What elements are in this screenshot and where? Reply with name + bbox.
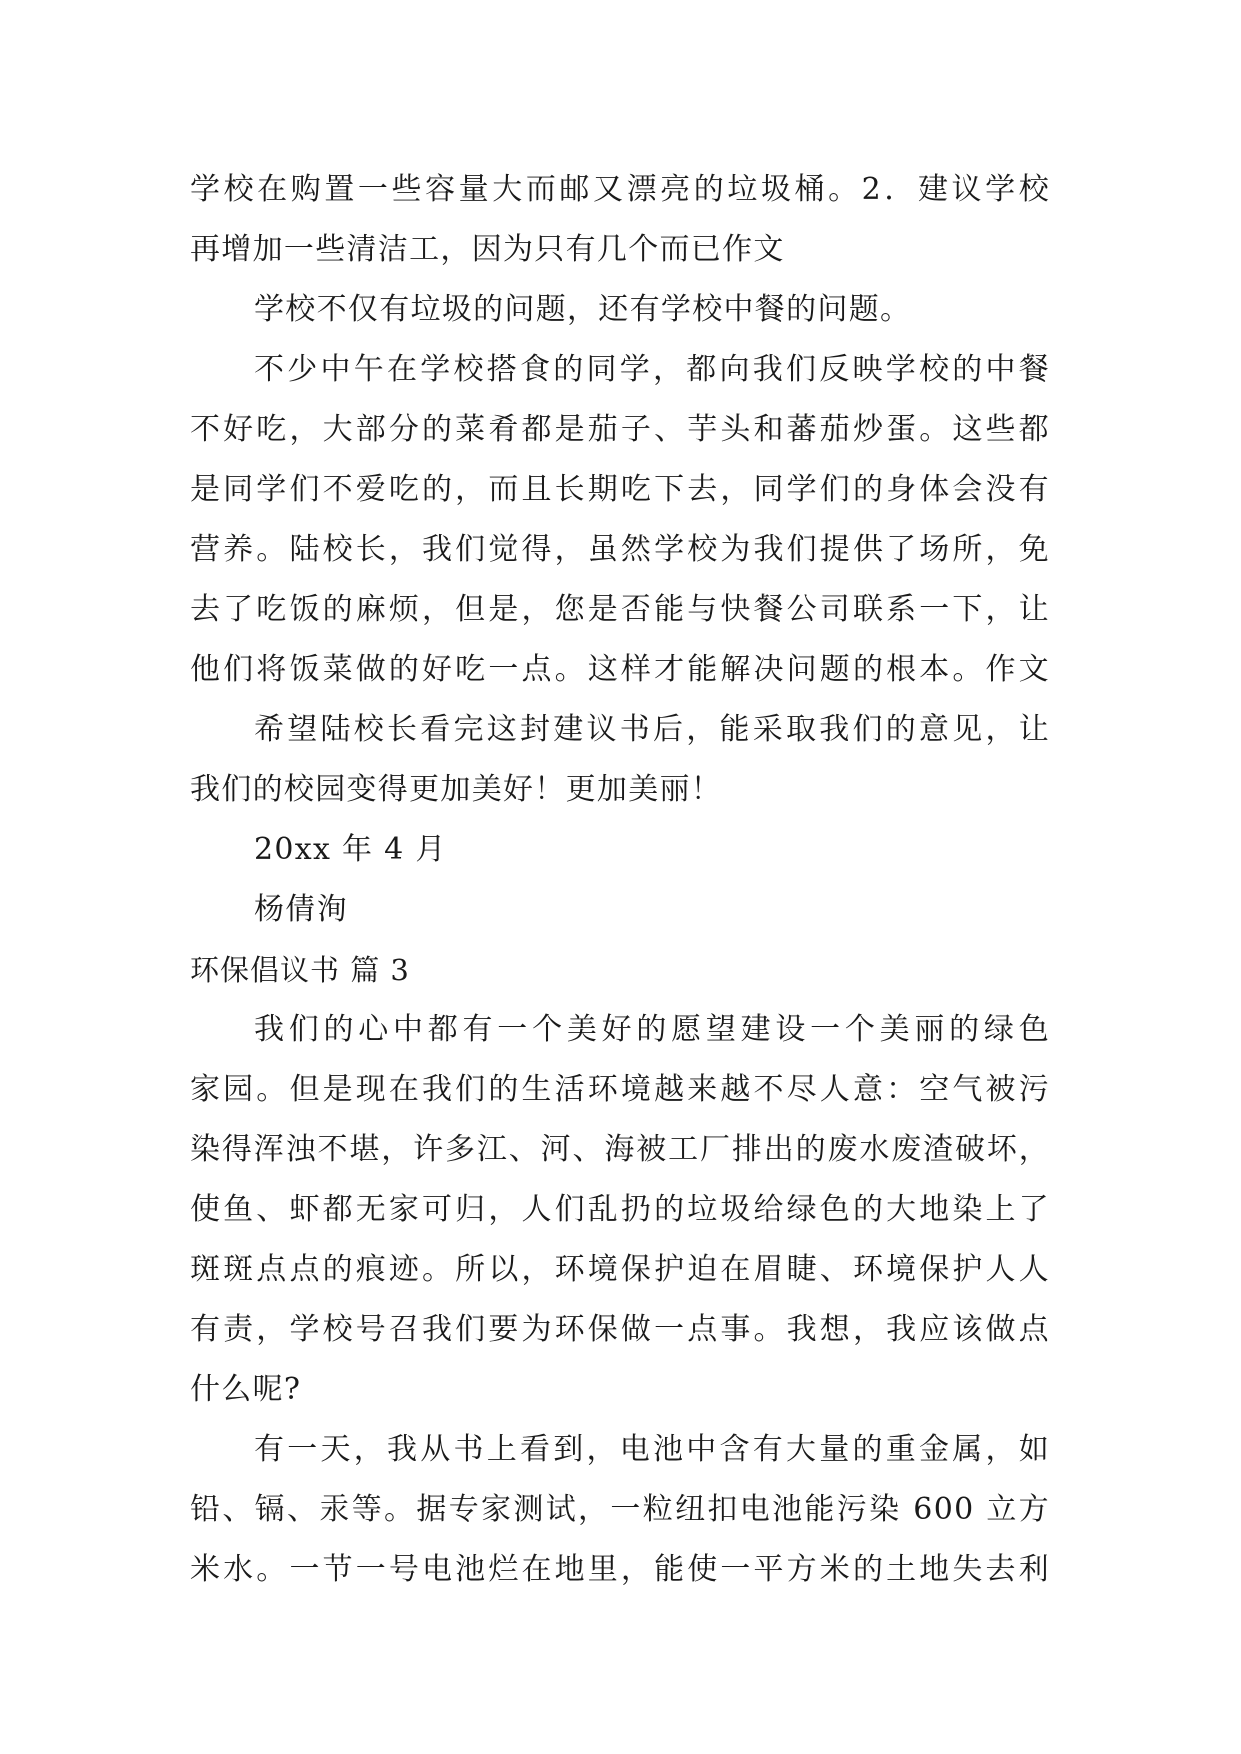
paragraph-start-line: 有一天，我从书上看到，电池中含有大量的重金属，如 [254, 1432, 1050, 1467]
text-line: 铅、镉、汞等。据专家测试，一粒纽扣电池能污染 600 立方 [190, 1492, 1050, 1527]
text-line: 是同学们不爱吃的，而且长期吃下去，同学们的身体会没有 [190, 472, 1050, 507]
text-line: 米水。一节一号电池烂在地里，能使一平方米的土地失去利 [190, 1552, 1050, 1587]
paragraph-start-line: 我们的心中都有一个美好的愿望建设一个美丽的绿色 [254, 1012, 1050, 1047]
paragraph-start-line: 希望陆校长看完这封建议书后，能采取我们的意见，让 [254, 712, 1050, 747]
text-line: 学校在购置一些容量大而邮又漂亮的垃圾桶。2．建议学校 [190, 172, 1050, 207]
text-line: 斑斑点点的痕迹。所以，环境保护迫在眉睫、环境保护人人 [190, 1252, 1050, 1287]
text-line: 使鱼、虾都无家可归，人们乱扔的垃圾给绿色的大地染上了 [190, 1192, 1050, 1227]
text-line: 染得浑浊不堪，许多江、河、海被工厂排出的废水废渣破坏， [190, 1132, 1050, 1167]
text-line: 什么呢? [190, 1372, 302, 1407]
section-heading: 环保倡议书 篇 3 [190, 953, 410, 987]
text-line: 营养。陆校长，我们觉得，虽然学校为我们提供了场所，免 [190, 532, 1050, 567]
text-line: 他们将饭菜做的好吃一点。这样才能解决问题的根本。作文 [190, 652, 1050, 687]
text-line: 我们的校园变得更加美好！更加美丽！ [190, 772, 723, 807]
signature-line: 杨倩洵 [254, 892, 348, 927]
document-page [190, 160, 1050, 1600]
text-line: 再增加一些清洁工，因为只有几个而已作文 [190, 232, 785, 267]
paragraph-start-line: 不少中午在学校搭食的同学，都向我们反映学校的中餐 [254, 352, 1050, 387]
date-line: 20xx 年 4 月 [254, 832, 447, 867]
text-line: 去了吃饭的麻烦，但是，您是否能与快餐公司联系一下，让 [190, 592, 1050, 627]
text-line: 有责，学校号召我们要为环保做一点事。我想，我应该做点 [190, 1312, 1050, 1347]
paragraph-start-line: 学校不仅有垃圾的问题，还有学校中餐的问题。 [254, 292, 912, 327]
text-line: 家园。但是现在我们的生活环境越来越不尽人意：空气被污 [190, 1072, 1050, 1107]
text-line: 不好吃，大部分的菜肴都是茄子、芋头和蕃茄炒蛋。这些都 [190, 412, 1050, 447]
